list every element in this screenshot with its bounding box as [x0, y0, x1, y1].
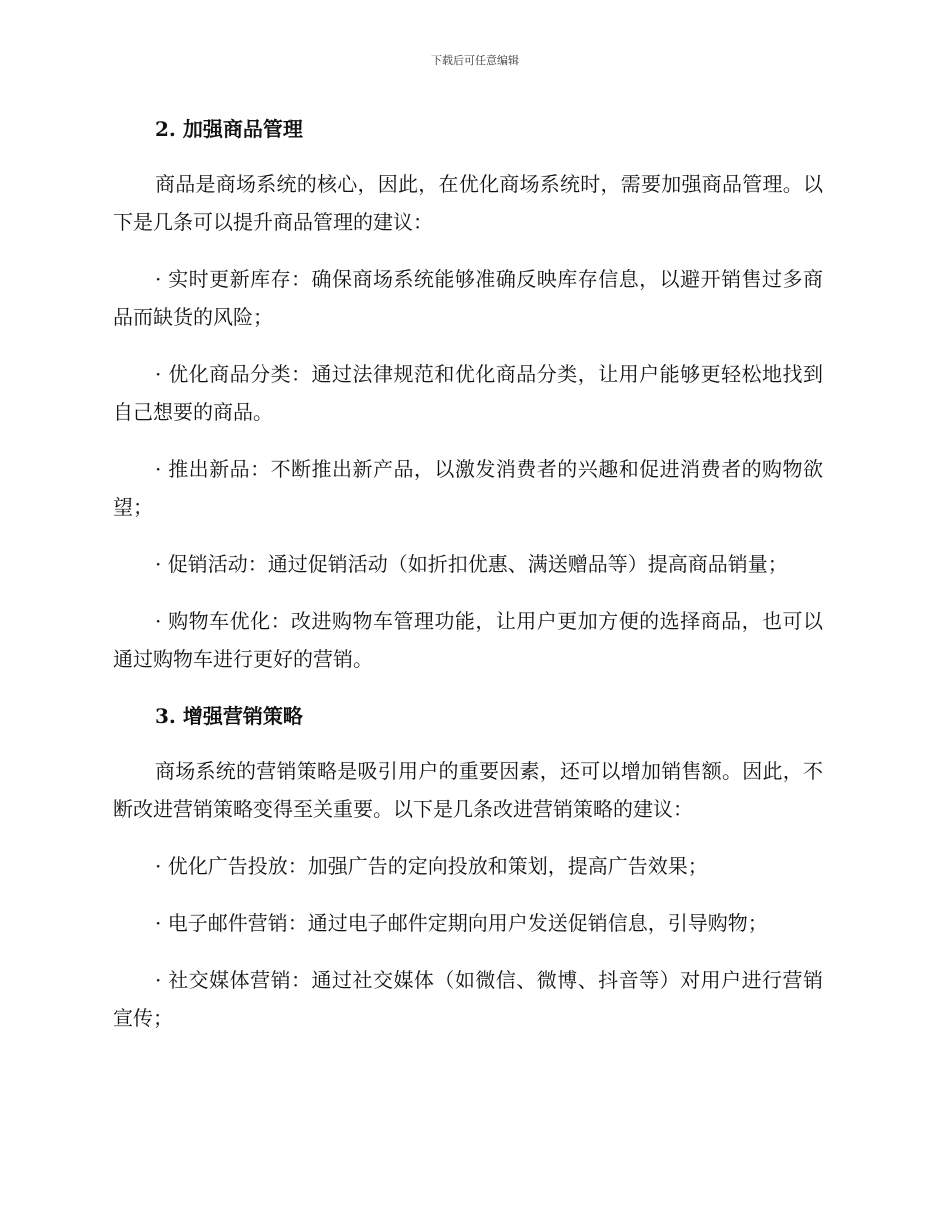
header-note: 下载后可任意编辑	[431, 54, 519, 67]
section-3-heading: 3. 增强营销策略	[155, 704, 303, 728]
document-body	[113, 110, 823, 1056]
bullet-item: · 购物车优化：改进购物车管理功能，让用户更加方便的选择商品，也可以通过购物车进行更好的营销。	[113, 609, 823, 671]
bullet-item: · 促销活动：通过促销活动（如折扣优惠、满送赠品等）提高商品销量；	[155, 552, 788, 576]
section-2-intro: 商品是商场系统的核心，因此，在优化商场系统时，需要加强商品管理。以下是几条可以提升商品管理的建议：	[113, 172, 823, 234]
bullet-item: · 电子邮件营销：通过电子邮件定期向用户发送促销信息，引导购物；	[155, 911, 768, 935]
section-3-intro: 商场系统的营销策略是吸引用户的重要因素，还可以增加销售额。因此，不断改进营销策略变得至关重要。以下是几条改进营销策略的建议：	[113, 759, 823, 821]
section-2-heading: 2. 加强商品管理	[155, 117, 303, 141]
bullet-item: · 社交媒体营销：通过社交媒体（如微信、微博、抖音等）对用户进行营销宣传；	[113, 968, 823, 1030]
bullet-item: · 推出新品：不断推出新产品，以激发消费者的兴趣和促进消费者的购物欲望；	[113, 457, 823, 519]
bullet-item: · 优化广告投放：加强广告的定向投放和策划，提高广告效果；	[155, 854, 708, 878]
bullet-item: · 优化商品分类：通过法律规范和优化商品分类，让用户能够更轻松地找到自己想要的商品。	[113, 362, 823, 424]
bullet-item: · 实时更新库存：确保商场系统能够准确反映库存信息，以避开销售过多商品而缺货的风险；	[113, 267, 823, 329]
